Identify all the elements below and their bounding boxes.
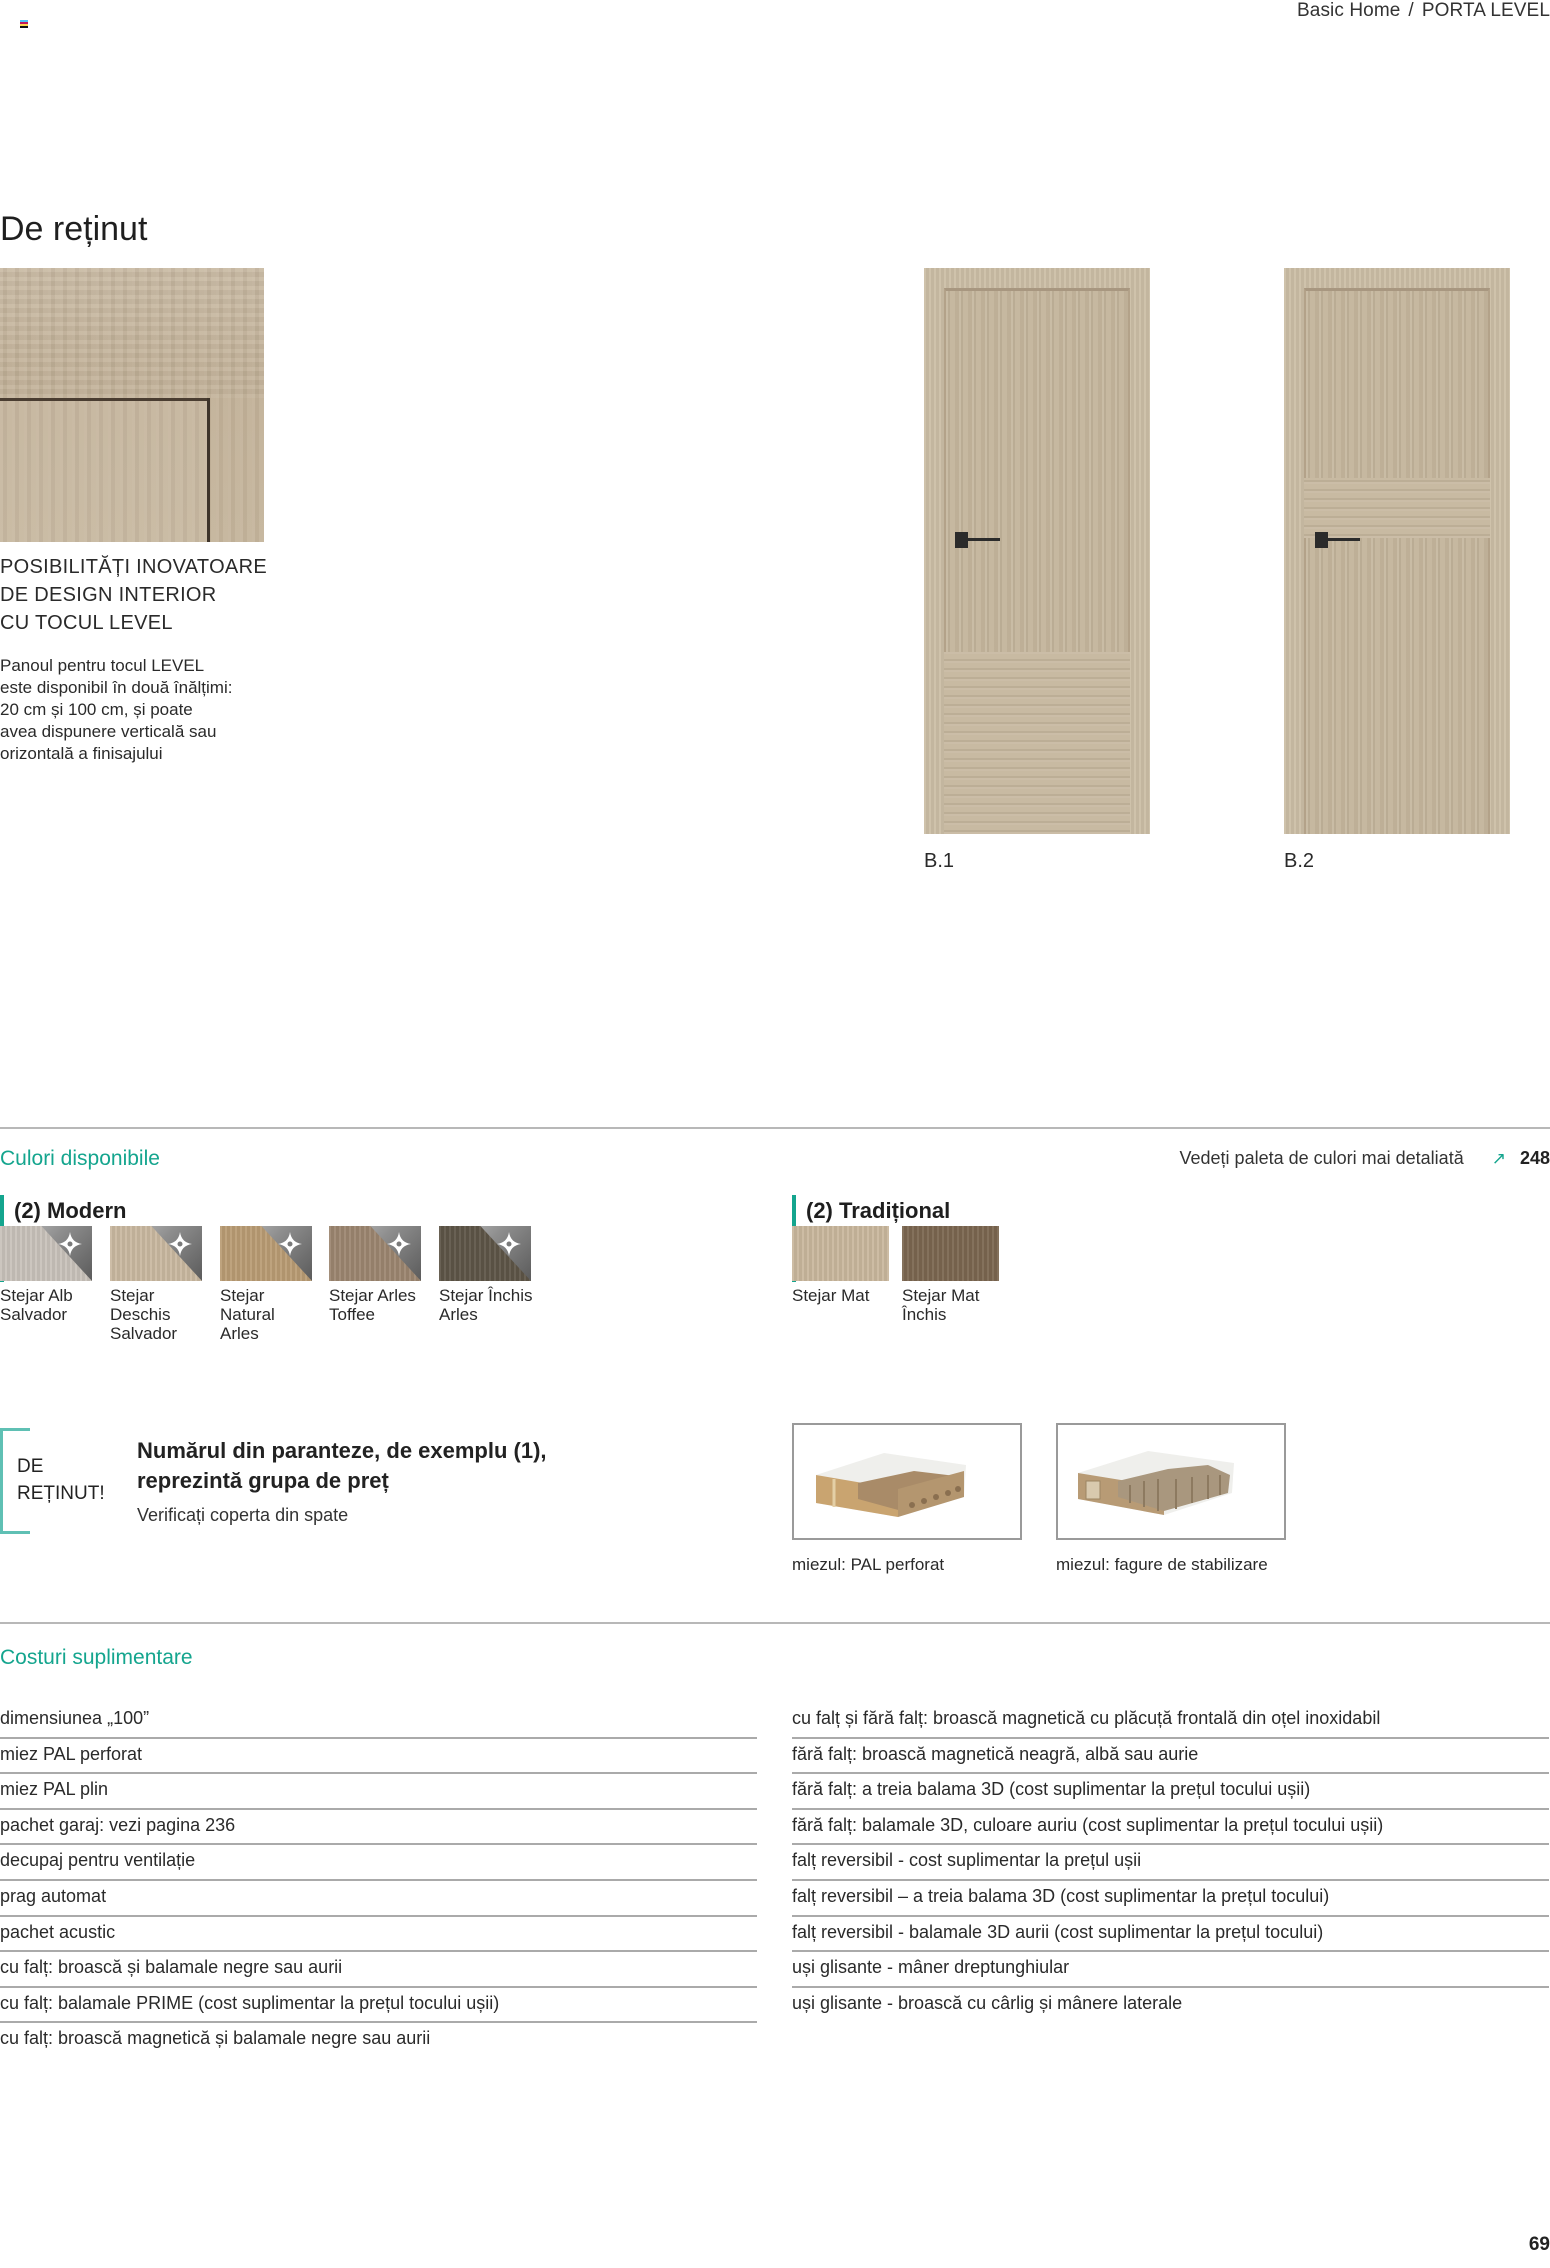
note-tag: DE REȚINUT! xyxy=(17,1456,105,1504)
section-divider xyxy=(0,1127,1550,1129)
color-group-traditional-title: (2) Tradițional xyxy=(792,1195,950,1282)
cost-item: fără falț: broască magnetică neagră, albă sau aurie xyxy=(792,1739,1549,1775)
swatch-label: Stejar Alb Salvador xyxy=(0,1286,73,1324)
frame-panel-detail-photo xyxy=(0,268,264,542)
page-title: De reținut xyxy=(0,210,148,248)
print-registration-mark xyxy=(20,20,28,28)
swatch-label: Stejar Mat xyxy=(792,1286,870,1305)
swatch-label: Stejar Arles Toffee xyxy=(329,1286,416,1324)
promo-description: Panoul pentru tocul LEVEL este disponibil în două înălțimi: 20 cm și 100 cm, și poate avea dispunere verticală sau orizontală a finisajului xyxy=(0,656,233,763)
cost-item: prag automat xyxy=(0,1881,757,1917)
door-handle-icon xyxy=(1315,532,1328,548)
gloss-star-icon xyxy=(495,1230,523,1258)
breadcrumb-product[interactable]: PORTA LEVEL xyxy=(1421,0,1550,21)
cost-item: uși glisante - broască cu cârlig și mânere laterale xyxy=(792,1992,1183,2013)
door-label-b1: B.1 xyxy=(924,850,955,872)
swatch-label: Stejar Mat Închis xyxy=(902,1286,980,1324)
cost-item: pachet acustic xyxy=(0,1917,757,1953)
door-label-b2: B.2 xyxy=(1284,850,1315,872)
swatch-stejar-alb-salvador[interactable] xyxy=(0,1226,92,1281)
cost-item: fără falț: a treia balama 3D (cost suplimentar la prețul tocului ușii) xyxy=(792,1774,1549,1810)
cost-item: uși glisante - mâner dreptunghiular xyxy=(792,1952,1549,1988)
swatch-stejar-mat-inchis[interactable] xyxy=(902,1226,999,1281)
color-group-modern-title: (2) Modern xyxy=(0,1195,126,1282)
breadcrumb xyxy=(1297,0,1550,22)
page-number: 69 xyxy=(1528,2234,1550,2255)
promo-heading: POSIBILITĂȚI INOVATOARE DE DESIGN INTERIOR CU TOCUL LEVEL xyxy=(0,556,267,634)
swatch-stejar-deschis-salvador[interactable] xyxy=(110,1226,202,1281)
door-image-b2 xyxy=(1284,268,1510,834)
section-divider xyxy=(0,1622,1550,1624)
cost-item: dimensiunea „100” xyxy=(0,1703,757,1739)
cost-item: miez PAL plin xyxy=(0,1774,757,1810)
costs-list-right xyxy=(792,1703,1549,2023)
core-image-fagure xyxy=(1056,1423,1286,1540)
swatch-stejar-natural-arles[interactable] xyxy=(220,1226,312,1281)
swatch-label: Stejar Natural Arles xyxy=(220,1286,275,1343)
colors-section-title: Culori disponibile xyxy=(0,1147,160,1170)
swatch-stejar-arles-toffee[interactable] xyxy=(329,1226,421,1281)
core-label-fagure: miezul: fagure de stabilizare xyxy=(1056,1555,1268,1574)
palette-link-page[interactable]: 248 xyxy=(1519,1148,1550,1168)
gloss-star-icon xyxy=(385,1230,413,1258)
gloss-star-icon xyxy=(56,1230,84,1258)
cost-item: decupaj pentru ventilație xyxy=(0,1845,757,1881)
cost-item: cu falț: balamale PRIME (cost suplimentar la prețul tocului ușii) xyxy=(0,1988,757,2024)
palette-link-label[interactable]: Vedeți paleta de culori mai detaliată xyxy=(1179,1148,1464,1168)
core-image-pal-perforat xyxy=(792,1423,1022,1540)
cost-item: falț reversibil - balamale 3D aurii (cost suplimentar la prețul tocului) xyxy=(792,1917,1549,1953)
costs-section-title: Costuri suplimentare xyxy=(0,1646,193,1669)
cost-item: cu falț: broască magnetică și balamale negre sau aurii xyxy=(0,2028,431,2049)
note-title: Numărul din paranteze, de exemplu (1), reprezintă grupa de preț xyxy=(137,1438,547,1493)
palette-link[interactable] xyxy=(1180,1148,1550,1169)
costs-list-left xyxy=(0,1703,757,2059)
cost-item: fără falț: balamale 3D, culoare auriu (cost suplimentar la prețul tocului ușii) xyxy=(792,1810,1549,1846)
cost-item: falț reversibil – a treia balama 3D (cost suplimentar la prețul tocului) xyxy=(792,1881,1549,1917)
gloss-star-icon xyxy=(166,1230,194,1258)
swatch-label: Stejar Închis Arles xyxy=(439,1286,533,1324)
swatch-label: Stejar Deschis Salvador xyxy=(110,1286,178,1343)
arrow-up-right-icon: ↗ xyxy=(1491,1148,1506,1168)
cost-item: falț reversibil - cost suplimentar la prețul ușii xyxy=(792,1845,1549,1881)
breadcrumb-brand[interactable]: Basic Home xyxy=(1297,0,1401,21)
cost-item: miez PAL perforat xyxy=(0,1739,757,1775)
door-image-b1 xyxy=(924,268,1150,834)
cost-item: cu falț: broască și balamale negre sau aurii xyxy=(0,1952,757,1988)
swatch-stejar-mat[interactable] xyxy=(792,1226,889,1281)
gloss-star-icon xyxy=(276,1230,304,1258)
breadcrumb-separator: / xyxy=(1408,0,1414,21)
cost-item: cu falț și fără falț: broască magnetică cu plăcuță frontală din oțel inoxidabil xyxy=(792,1703,1549,1739)
cost-item: pachet garaj: vezi pagina 236 xyxy=(0,1810,757,1846)
swatch-stejar-inchis-arles[interactable] xyxy=(439,1226,531,1281)
door-handle-icon xyxy=(955,532,968,548)
core-label-pal-perforat: miezul: PAL perforat xyxy=(792,1555,945,1574)
note-subtitle: Verificați coperta din spate xyxy=(137,1505,349,1525)
